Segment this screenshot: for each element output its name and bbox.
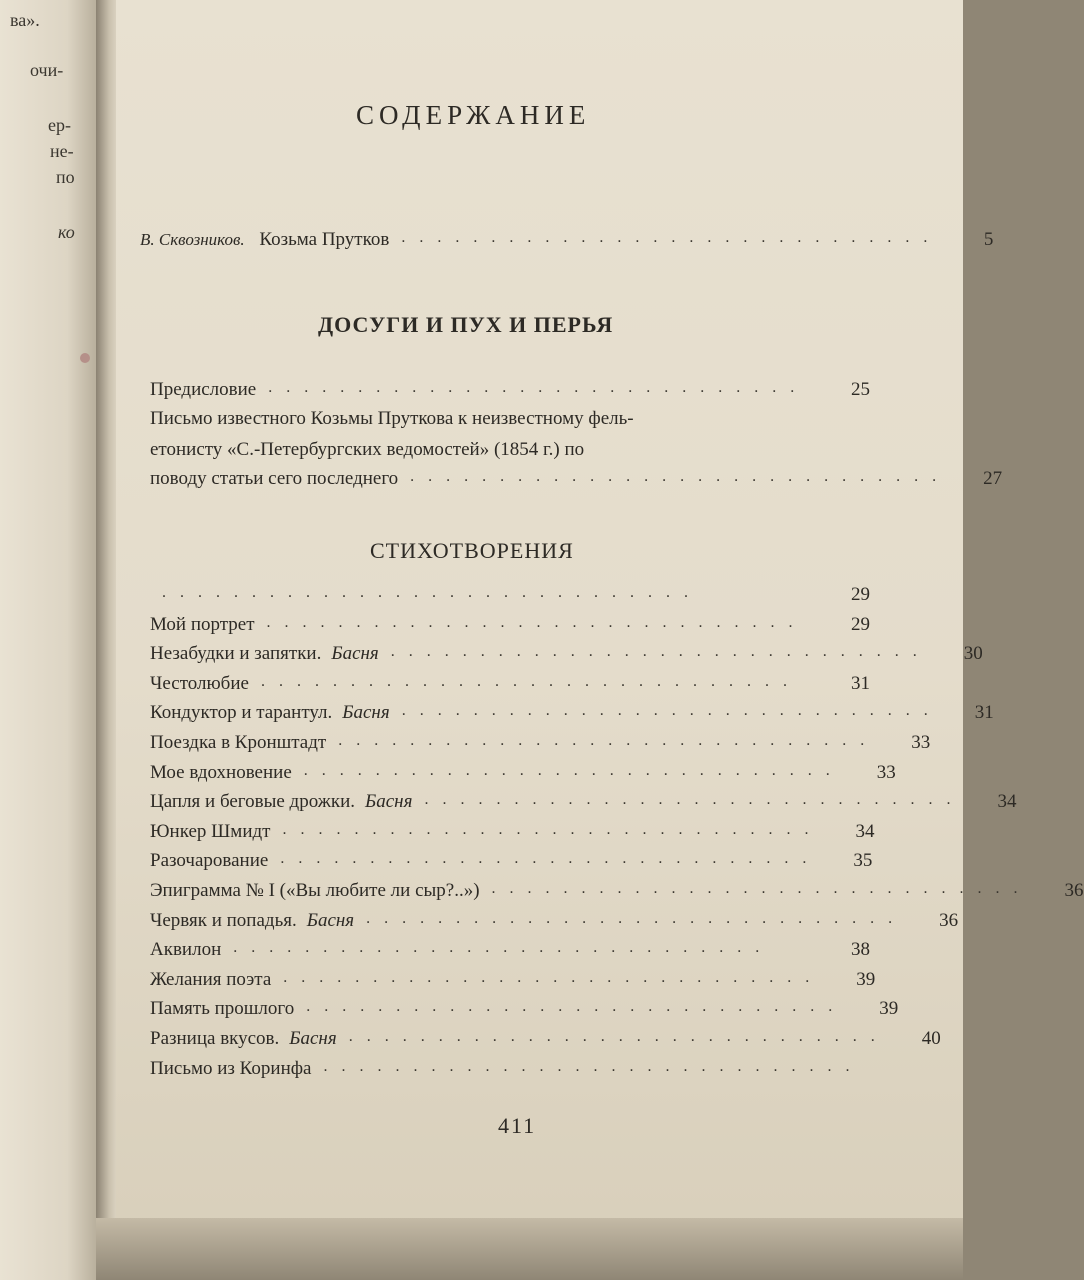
entry-page: 33 [911,732,931,753]
toc-entry [150,610,870,636]
entry-page: 35 [853,850,873,871]
dot-leader: .............................. [323,1058,864,1075]
toc-entry [150,876,1084,902]
toc-entry [150,906,959,932]
entry-title: поводу статьи сего последнего [150,468,399,489]
entry-page: 36 [939,910,959,931]
page-bottom-edge [96,1218,963,1280]
entry-page: 25 [851,379,870,400]
entry-page: 38 [851,939,870,960]
entry-genre: Басня [365,791,413,812]
entry-page: 31 [851,673,870,694]
entry-title: Незабудки и запятки. [150,643,322,664]
toc-entry [150,935,870,961]
dot-leader: .............................. [410,468,951,485]
section-title: СТИХОТВОРЕНИЯ [370,538,574,563]
entry-genre: Басня [342,702,390,723]
toc-entry [150,1024,941,1050]
toc-entry [150,464,1003,490]
entry-title: Юнкер Шмидт [150,821,271,842]
entry-title: Разочарование [150,850,269,871]
dot-leader: .............................. [366,910,907,927]
facing-page [0,0,96,1280]
entry-page: 39 [856,969,876,990]
entry-page: 29 [851,614,870,635]
stain-spot [80,353,90,363]
dot-leader: .............................. [233,939,774,956]
entry-title: Червяк и попадья. [150,910,297,931]
toc-entry [150,728,931,754]
entry-title: Память прошлого [150,998,295,1019]
dot-leader: .............................. [266,614,807,631]
entry-title: Мое вдохновение [150,762,292,783]
entry-genre: Басня [306,910,355,931]
dot-leader: .............................. [282,821,823,838]
book-gutter [96,0,118,1280]
toc-entry-intro [140,225,994,251]
dot-leader: .............................. [162,584,702,601]
entry-page: 39 [879,998,899,1019]
dot-leader: .............................. [303,762,844,779]
page-number: 411 [498,1113,537,1138]
entry-title: Предисловие [150,379,257,400]
dot-leader: .............................. [491,880,1032,897]
facing-page-fragment: ер- [48,115,71,135]
entry-title: Честолюбие [150,673,249,694]
dot-leader: .............................. [401,229,942,246]
entry-title: Козьма Прутков [259,229,390,250]
toc-entry [150,375,870,401]
toc-entry [150,580,870,606]
entry-title: Письмо из Коринфа [150,1058,312,1079]
entry-page: 27 [983,468,1003,489]
dot-leader: .............................. [283,969,824,986]
entry-title: Аквилон [150,939,222,960]
toc-entry [150,846,873,872]
entry-page: 34 [855,821,875,842]
dot-leader: .............................. [401,702,942,719]
dot-leader: .............................. [260,673,801,690]
facing-page-fragment: ва». [10,10,40,30]
toc-entry [150,758,896,784]
section-title: ДОСУГИ И ПУХ И ПЕРЬЯ [318,312,614,337]
dot-leader: .............................. [338,732,879,749]
dot-leader: .............................. [424,791,965,808]
entry-page: 36 [1064,880,1084,901]
entry-genre: Басня [331,643,379,664]
entry-page: 31 [974,702,994,723]
entry-title: Эпиграмма № I («Вы любите ли сыр?..») [150,880,480,901]
toc-entry [150,965,876,991]
facing-page-fragment: очи- [30,60,64,80]
toc-entry-line: Письмо известного Козьмы Пруткова к неизвестному фель- [150,408,634,429]
toc-entry [150,698,994,724]
toc-entry [150,994,899,1020]
entry-title: Цапля и беговые дрожки. [150,791,356,812]
entry-page: 33 [876,762,896,783]
entry-title: Мой портрет [150,614,255,635]
entry-title: Желания поэта [150,969,272,990]
toc-entry [150,669,870,695]
facing-page-fragment: не- [50,141,74,161]
contents-title: СОДЕРЖАНИЕ [356,100,591,130]
dot-leader: .............................. [268,379,809,396]
toc-entry [150,787,1017,813]
entry-title: Разница вкусов. [150,1028,280,1049]
entry-page: 30 [963,643,983,664]
toc-entry [150,1054,870,1080]
facing-page-fragment: по [56,167,75,187]
dot-leader: .............................. [348,1028,889,1045]
entry-title: Поездка в Кронштадт [150,732,327,753]
toc-entry [150,639,983,665]
entry-author: В. Сквозников. [140,230,245,249]
entry-title: Кондуктор и тарантул. [150,702,333,723]
entry-page: 34 [997,791,1017,812]
dot-leader: .............................. [306,998,847,1015]
entry-genre: Басня [289,1028,337,1049]
toc-entry [150,817,875,843]
entry-page: 40 [921,1028,941,1049]
entry-page: 5 [983,229,994,250]
entry-page: 29 [851,584,870,605]
dot-leader: .............................. [280,850,821,867]
facing-page-fragment: ко [58,222,75,242]
toc-entry-line: етонисту «С.-Петербургских ведомостей» (1854 г.) по [150,439,585,460]
dot-leader: .............................. [390,643,931,660]
